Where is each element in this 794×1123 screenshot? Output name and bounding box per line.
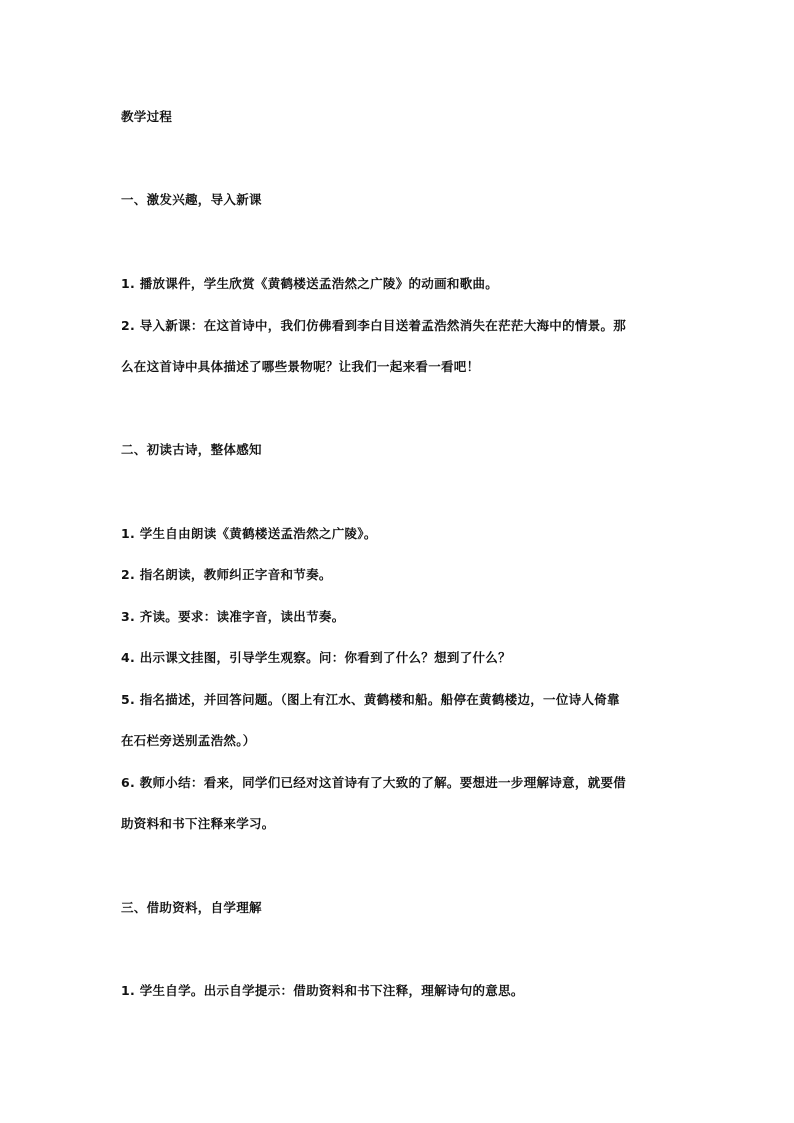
paragraph-line: 助资料和书下注释来学习。 <box>121 816 275 831</box>
paragraph-line: 2. 导入新课：在这首诗中，我们仿佛看到李白目送着孟浩然消失在茫茫大海中的情景。那 <box>121 318 627 333</box>
section-heading-1: 一、激发兴趣，导入新课 <box>121 192 262 207</box>
paragraph-line: 2. 指名朗读，教师纠正字音和节奏。 <box>121 567 332 582</box>
document-title: 教学过程 <box>121 109 173 124</box>
paragraph-line: 6. 教师小结：看来，同学们已经对这首诗有了大致的了解。要想进一步理解诗意，就要借 <box>121 775 627 790</box>
paragraph-line: 1. 学生自由朗读《黄鹤楼送孟浩然之广陵》。 <box>121 526 377 541</box>
paragraph-line: 5. 指名描述，并回答问题。（图上有江水、黄鹤楼和船。船停在黄鹤楼边，一位诗人倚靠 <box>121 692 620 707</box>
paragraph-line: 3. 齐读。要求：读准字音，读出节奏。 <box>121 609 345 624</box>
section-heading-2: 二、初读古诗，整体感知 <box>121 442 262 457</box>
paragraph-line: 么在这首诗中具体描述了哪些景物呢？让我们一起来看一看吧！ <box>121 359 480 374</box>
paragraph-line: 4. 出示课文挂图，引导学生观察。问：你看到了什么？想到了什么？ <box>121 650 511 665</box>
paragraph-line: 在石栏旁送别孟浩然。） <box>121 733 256 748</box>
paragraph-line: 1. 播放课件，学生欣赏《黄鹤楼送孟浩然之广陵》的动画和歌曲。 <box>121 276 499 291</box>
section-heading-3: 三、借助资料，自学理解 <box>121 900 262 915</box>
paragraph-line: 1. 学生自学。出示自学提示：借助资料和书下注释，理解诗句的意思。 <box>121 983 524 998</box>
